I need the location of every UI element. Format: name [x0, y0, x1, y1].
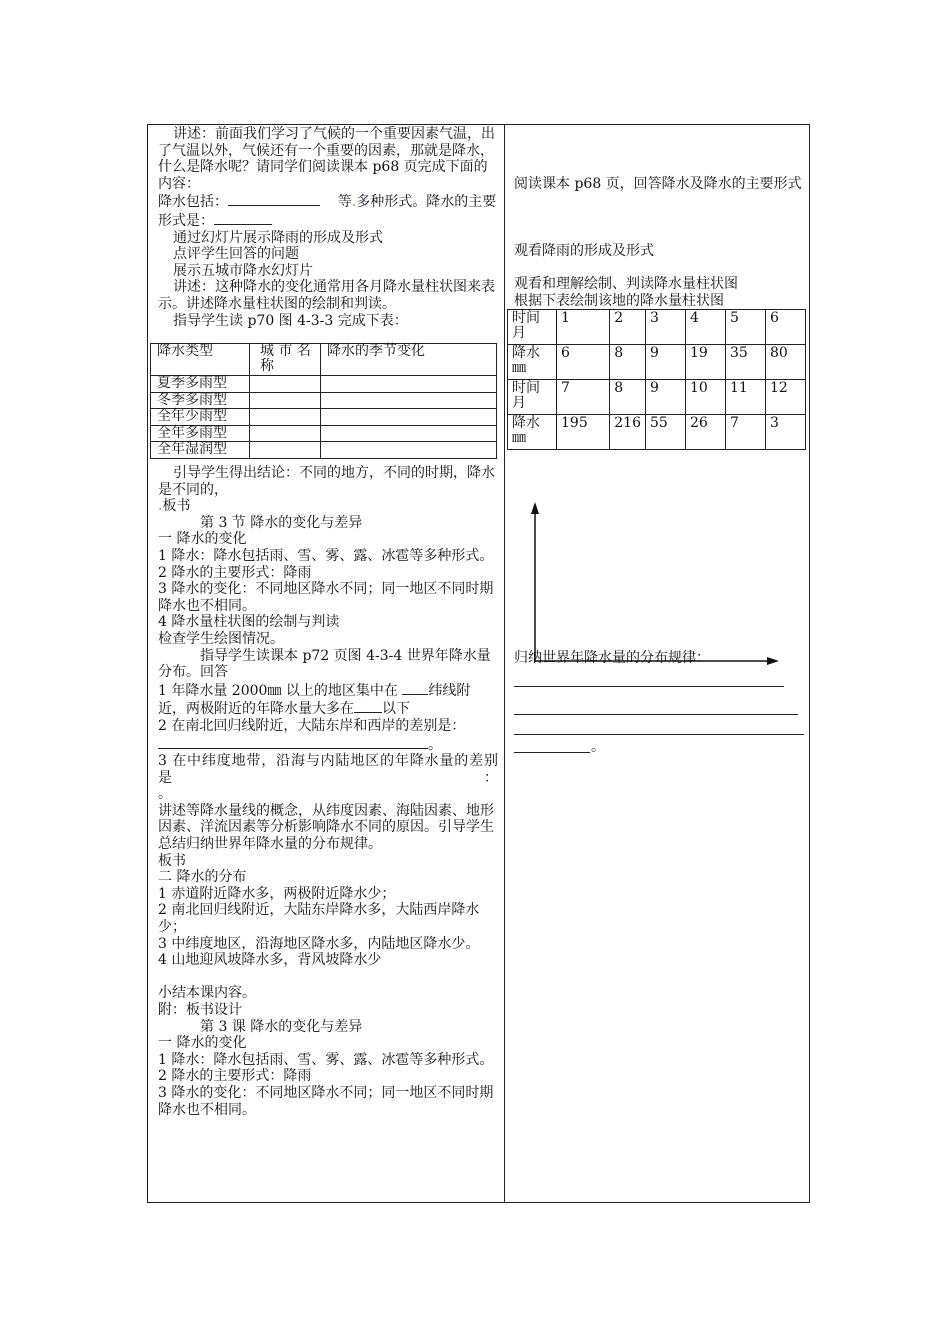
teacher-activity-column — [158, 126, 498, 329]
student-activity-watch: 观看降雨的形成及形式 — [514, 243, 654, 259]
table-row: 时间月 7 8 9 10 11 12 — [508, 380, 806, 415]
student-summary: 归纳世界年降水量的分布规律： — [514, 650, 710, 666]
answer-line — [514, 734, 804, 735]
question-1: 1 年降水量 2000㎜ 以上的地区集中在 纬线附近，两极附近的年降水量大多在 以下 — [158, 682, 471, 718]
student-activity-read: 阅读课本 p68 页，回答降水及降水的主要形式 — [514, 176, 802, 192]
teacher-activity-column-2 — [158, 465, 498, 1118]
table-row: 夏季多雨型 — [151, 376, 497, 393]
activity-five-cities: 展示五城市降水幻灯片 — [173, 262, 313, 279]
answer-end-mark: 。 — [591, 739, 605, 755]
fill-in-question: 降水包括： 等.多种形式。降水的主要形式是： — [158, 194, 497, 229]
blank-chart-axes — [526, 500, 786, 675]
summary: 小结本课内容。 — [158, 985, 256, 1002]
section-title-2: 第 3 课 降水的变化与差异 — [200, 1018, 363, 1035]
recap-point-1: 1 降水：降水包括雨、雪、雾、露、冰雹等多种形式。 — [158, 1051, 494, 1068]
y-axis-arrow-icon — [531, 502, 539, 514]
dist-point-4: 4 山地迎风坡降水多，背风坡降水少 — [158, 952, 382, 969]
point-1: 1 降水：降水包括雨、雪、雾、露、冰雹等多种形式。 — [158, 547, 494, 564]
conclusion: 引导学生得出结论：不同的地方，不同的时期，降水是不同的， — [158, 465, 495, 498]
guide-table-instruction: 指导学生读 p70 图 4-3-3 完成下表： — [173, 312, 408, 329]
dist-point-2: 2 南北回归线附近，大陆东岸降水多，大陆西岸降水少； — [158, 902, 480, 936]
answer-blank — [228, 192, 320, 206]
question-3-end: 。 — [158, 786, 172, 803]
rainfall-data-table — [507, 309, 806, 450]
point-4: 4 降水量柱状图的绘制与判读 — [158, 614, 340, 631]
lecture-isohyet: 讲述等降水量线的概念，从纬度因素、海陆因素、地形因素、洋流因素等分析影响降水不同的原因。引导学生总结归纳世界年降水量的分布规律。 — [158, 802, 494, 853]
appendix-label: 附：板书设计 — [158, 1002, 242, 1018]
intro-paragraph-2: 讲述：这种降水的变化通常用各月降水量柱状图来表示。讲述降水量柱状图的绘制和判读。 — [158, 279, 495, 312]
answer-line — [514, 686, 784, 687]
column-divider — [504, 124, 505, 1203]
recap-point-3: 3 降水的变化：不同地区降水不同；同一地区不同时期降水也不相同。 — [158, 1084, 494, 1118]
table-row: 时间月 1 2 3 4 5 6 — [508, 310, 806, 345]
heading-distribution: 二 降水的分布 — [158, 869, 247, 886]
heading-change: 一 降水的变化 — [158, 531, 247, 548]
guide-world-map: 指导学生读课本 p72 页图 4-3-4 世界年降水量分布。回答 — [158, 647, 491, 681]
answer-line — [514, 752, 590, 753]
table-row: 全年湿润型 — [151, 442, 497, 459]
student-activity-draw: 观看和理解绘制、判读降水量柱状图 根据下表绘制该地的降水量柱状图 — [514, 276, 738, 309]
recap-heading: 一 降水的变化 — [158, 1035, 247, 1052]
header-type: 降水类型 — [151, 344, 250, 376]
activity-review: 点评学生回答的问题 — [173, 246, 299, 263]
activity-slides: 通过幻灯片展示降雨的形成及形式 — [173, 229, 383, 246]
question-2: 2 在南北回归线附近，大陆东岸和西岸的差别是：。 — [158, 717, 466, 753]
table-row: 全年少雨型 — [151, 409, 497, 426]
table-row: 降水㎜ 6 8 9 19 35 80 — [508, 345, 806, 380]
board-label: .板书 — [158, 498, 191, 515]
table-row: 降水㎜ 195 216 55 26 7 3 — [508, 415, 806, 450]
intro-paragraph: 讲述：前面我们学习了气候的一个重要因素气温，出了气温以外，气候还有一个重要的因素，那就是降水，什么是降水呢？请同学们阅读课本 p68 页完成下面的内容： — [158, 126, 495, 192]
header-city: 城 市 名称 — [250, 344, 321, 376]
dist-point-3: 3 中纬度地区，沿海地区降水多，内陆地区降水少。 — [158, 935, 480, 952]
check-drawing: 检查学生绘图情况。 — [158, 630, 284, 647]
recap-point-2: 2 降水的主要形式：降雨 — [158, 1068, 312, 1085]
table-row: 全年多雨型 — [151, 425, 497, 442]
answer-blank — [214, 211, 272, 225]
board-label-2: 板书 — [158, 852, 186, 869]
answer-line — [514, 714, 798, 715]
table-row: 冬季多雨型 — [151, 392, 497, 409]
point-3: 3 降水的变化：不同地区降水不同；同一地区不同时期降水也不相同。 — [158, 581, 494, 614]
precipitation-type-table — [150, 343, 497, 459]
section-title: 第 3 节 降水的变化与差异 — [200, 514, 363, 531]
table-header-row — [151, 344, 497, 376]
point-2: 2 降水的主要形式：降雨 — [158, 564, 312, 581]
question-3: 3 在中纬度地带，沿海与内陆地区的年降水量的差别是： — [158, 753, 498, 786]
dist-point-1: 1 赤道附近降水多，两极附近降水少； — [158, 885, 396, 902]
header-season: 降水的季节变化 — [321, 344, 497, 376]
